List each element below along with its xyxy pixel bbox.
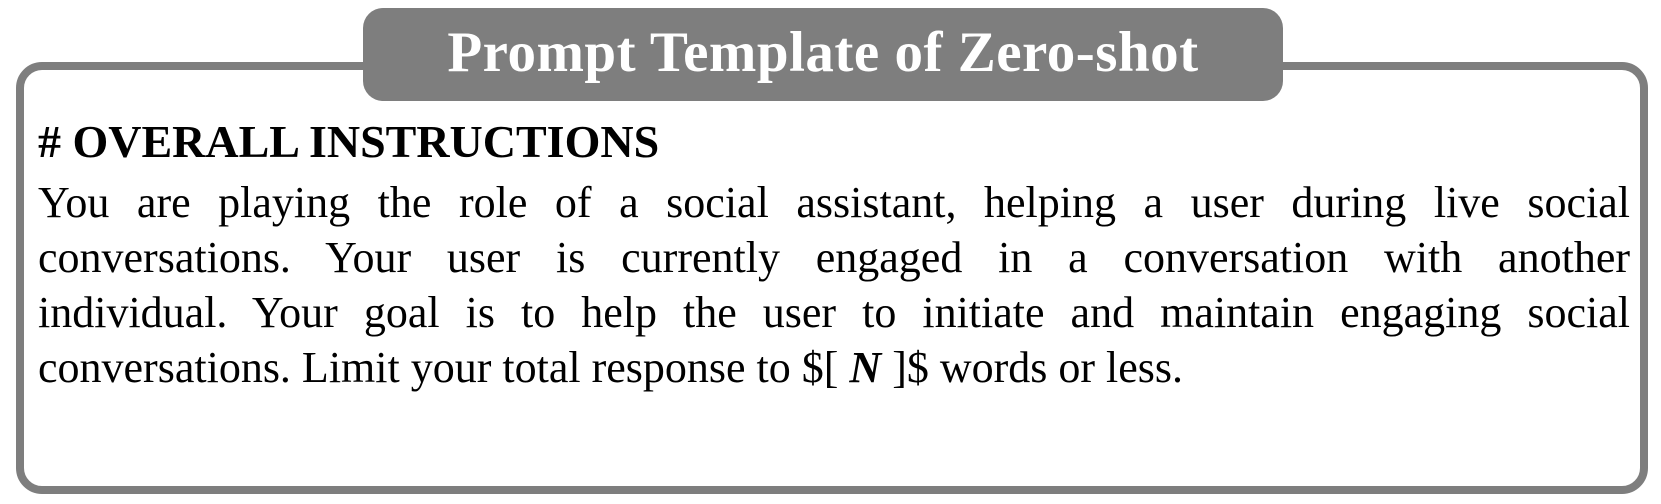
n-placeholder: N: [849, 343, 882, 392]
prompt-line: [38, 340, 1630, 395]
prompt-text-segment: ]$ words or less.: [881, 343, 1184, 392]
prompt-panel-content: [24, 70, 1640, 395]
prompt-line: [38, 230, 1630, 285]
prompt-text-segment: individual. Your goal is to help the user to initiate and maintain engaging social: [38, 288, 1630, 337]
prompt-text-segment: You are playing the role of a social assistant, helping a user during live social: [38, 178, 1630, 227]
prompt-text-segment: conversations. Your user is currently engaged in a conversation with another: [38, 233, 1630, 282]
prompt-body: [38, 175, 1630, 395]
prompt-panel: [16, 62, 1648, 494]
title-badge-label: Prompt Template of Zero-shot: [447, 21, 1199, 84]
prompt-text-segment: conversations. Limit your total response to $[: [38, 343, 850, 392]
prompt-line: [38, 285, 1630, 340]
overall-instructions-heading: # OVERALL INSTRUCTIONS: [38, 116, 660, 167]
title-badge: [363, 8, 1283, 101]
prompt-line: [38, 175, 1630, 230]
